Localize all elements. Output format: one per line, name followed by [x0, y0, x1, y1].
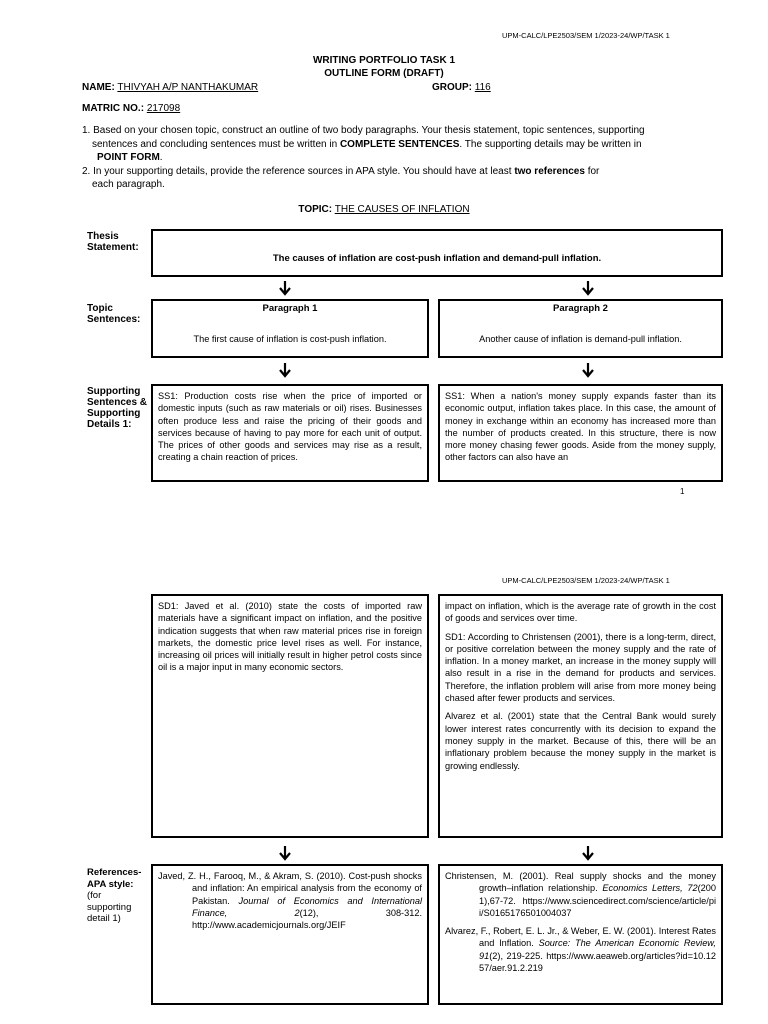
sd1-left-text: SD1: Javed et al. (2010) state the costs of imported raw materials have a significant impact on inflation, and the positive indication suggests that when raw material prices rise in foreign markets, the domestic price level rises as well. For instance, increasing oil prices will initially result in higher petrol costs since oil is a major input in many economic sectors. [158, 601, 422, 673]
thesis-text: The causes of inflation are cost-push inflation and demand-pull inflation. [272, 253, 602, 264]
matric-value: 217098 [146, 103, 181, 114]
ss1-left-text: SS1: Production costs rise when the price of imported or domestic inputs (such as raw materials or oil) rises. Businesses often produce less and raise the pricing of their goods and services because of having to pay more for each unit of output. The prices of other goods and services may rise as a result, creating a chain reaction of prices. [158, 391, 422, 463]
down-arrow-icon [582, 280, 594, 296]
sd1-right-box [438, 594, 723, 838]
continued-text: impact on inflation, which is the average rate of growth in the cost of goods and services over time. [445, 601, 716, 624]
ss1-left-box [151, 384, 429, 482]
paragraph-1-topic-box [151, 299, 429, 358]
paragraph-2-topic-sentence: Another cause of inflation is demand-pull inflation. [479, 334, 682, 344]
supporting-label: Supporting Sentences & Supporting Details 1: [87, 386, 148, 430]
name-value: THIVYAH A/P NANTHAKUMAR [117, 82, 259, 93]
topic-value: THE CAUSES OF INFLATION [334, 204, 470, 215]
paragraph-2-topic-box [438, 299, 723, 358]
sd1-left-box [151, 594, 429, 838]
thesis-box [151, 229, 723, 277]
down-arrow-icon [582, 845, 594, 861]
instructions [82, 124, 692, 192]
group-label: GROUP: [432, 82, 472, 93]
topic-row [0, 204, 768, 215]
page-number: 1 [680, 487, 685, 496]
down-arrow-icon [279, 362, 291, 378]
sd1-right-text: SD1: According to Christensen (2001), there is a long-term, direct, or positive correlation between the money supply and the rate of inflation. In a money market, an increase in the money supply will also result in a rise in the demand for products and services. Therefore, the inflation problem will arise from more money being chased after fewer products and services. [445, 631, 716, 704]
title-line-1: WRITING PORTFOLIO TASK 1 [312, 55, 456, 66]
paragraph-1-heading: Paragraph 1 [262, 303, 318, 314]
topic-label: TOPIC: [298, 204, 333, 215]
ss1-right-box [438, 384, 723, 482]
name-row [82, 82, 258, 93]
ss1-right-text: SS1: When a nation's money supply expands faster than its economic output, inflation takes place. In this case, the amount of money in exchange within an economy has increased more than the number of products created. In this structure, there is now more money chasing fewer goods. Aside from the money supply, other factors can also have an [445, 391, 716, 463]
matric-row [82, 103, 180, 114]
reference-alvarez: Alvarez, F., Robert, E. L. Jr., & Weber, E. W. (2001). Interest Rates and Inflation. Source: The American Economic Review, 91(2), 219-225. https://www.aeaweb.org/articles?id=10.1257/aer.91.2.219 [445, 926, 716, 974]
header-code: UPM-CALC/LPE2503/SEM 1/2023-24/WP/TASK 1 [502, 31, 670, 40]
down-arrow-icon [279, 280, 291, 296]
title-line-2: OUTLINE FORM (DRAFT) [324, 68, 444, 79]
down-arrow-icon [279, 845, 291, 861]
references-left-box [151, 864, 429, 1005]
instruction-1a: 1. Based on your chosen topic, construct an outline of two body paragraphs. Your thesis statement, topic sentences, supporting [82, 125, 645, 136]
header-code-page-2: UPM-CALC/LPE2503/SEM 1/2023-24/WP/TASK 1 [502, 576, 670, 585]
paragraph-1-topic-sentence: The first cause of inflation is cost-push inflation. [193, 334, 387, 344]
reference-javed: Javed, Z. H., Farooq, M., & Akram, S. (2010). Cost-push shocks and inflation: An empirical analysis from the economy of Pakistan. Journal of Economics and International Finance, 2(12), 308-312. http://www.academicjournals.org/JEIF [158, 871, 422, 931]
references-label: References- APA style: (for supporting detail 1) [87, 867, 142, 924]
down-arrow-icon [582, 362, 594, 378]
instruction-1b: sentences and concluding sentences must be written in COMPLETE SENTENCES. The supporting details may be written in [92, 138, 642, 150]
instruction-2b: each paragraph. [92, 179, 165, 190]
name-label: NAME: [82, 82, 115, 93]
instruction-2a: 2. In your supporting details, provide the reference sources in APA style. You should have at least two references for [82, 165, 600, 177]
paragraph-2-heading: Paragraph 2 [553, 303, 608, 314]
reference-christensen: Christensen, M. (2001). Real supply shocks and the money growth–inflation relationship. Economics Letters, 72(2001),67-72. https://www.sciencedirect.com/science/article/pii/S0165176501004037 [445, 871, 716, 918]
instruction-1c: POINT FORM. [97, 152, 163, 163]
topic-sentences-label: Topic Sentences: [87, 303, 141, 325]
matric-label: MATRIC NO.: [82, 103, 145, 114]
references-right-box [438, 864, 723, 1005]
group-value: 116 [474, 82, 491, 93]
thesis-label: Thesis Statement: [87, 231, 139, 253]
alvarez-text: Alvarez et al. (2001) state that the Central Bank would surely lower interest rates concurrently with its decision to expand the money supply in the market. Because of this, there will be an inflationary problem because the money supply in the market is growing endlessly. [445, 711, 716, 771]
group-row [432, 82, 491, 93]
